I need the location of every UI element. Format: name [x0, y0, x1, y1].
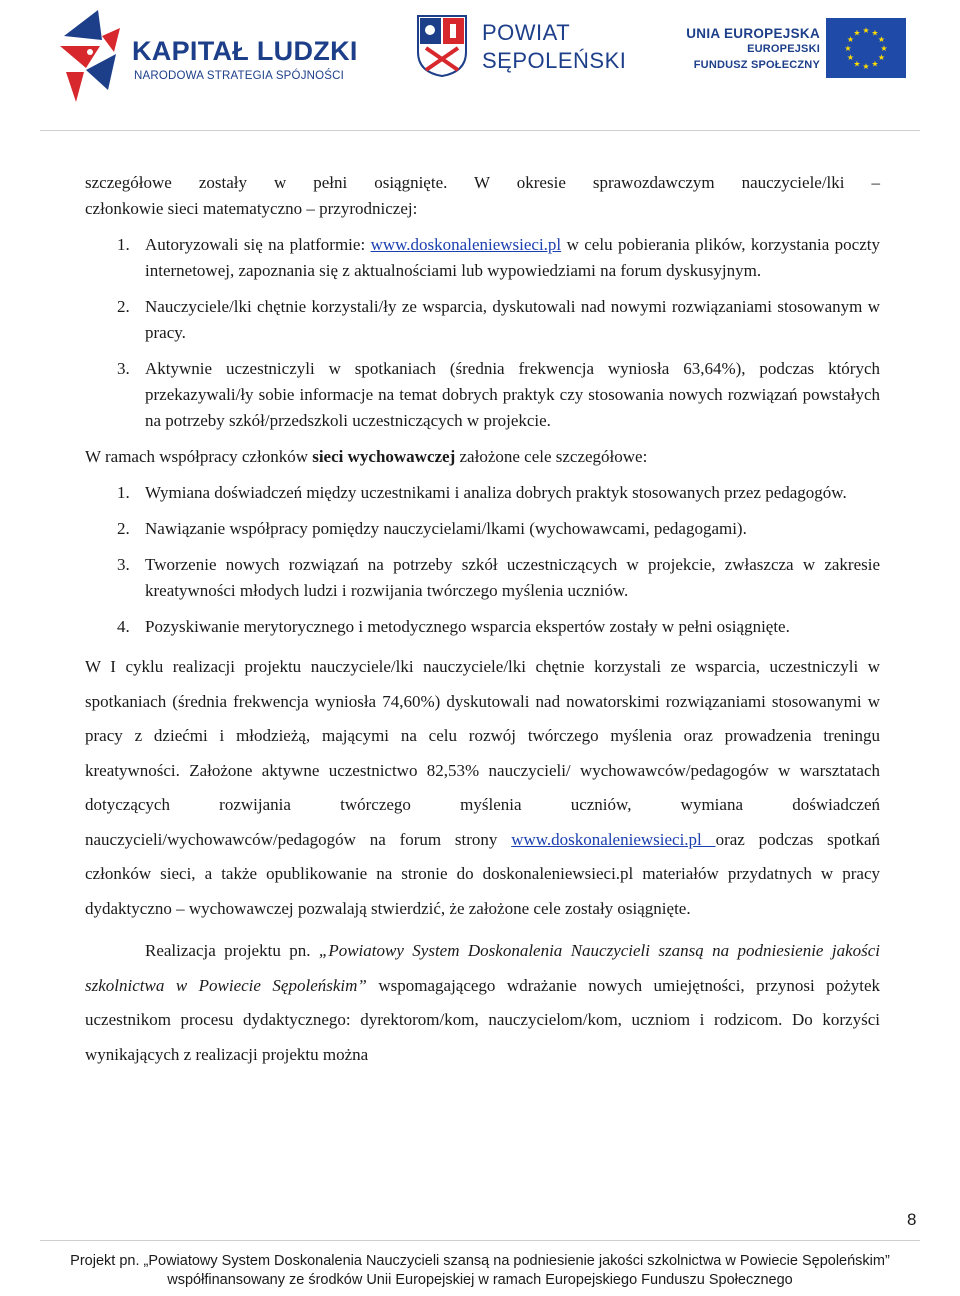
list-text: Pozyskiwanie merytorycznego i metodycznego wsparcia ekspertów zostały w pełni osiągnięte.	[145, 617, 790, 636]
eu-logo	[680, 18, 920, 88]
footer-line-1: Projekt pn. „Powiatowy System Doskonalenia Nauczycieli szansą na podniesienie jakości szkolnictwa w Powiecie Sępoleńskim”	[70, 1253, 890, 1269]
footer-divider	[40, 1240, 920, 1241]
list-item	[85, 516, 880, 542]
svg-text:★: ★	[846, 53, 855, 62]
sieci-bold: sieci wychowawczej	[312, 447, 456, 466]
realizacja-text-after: wspomagającego wdrażanie nowych umiejętności, przynosi pożytek uczestnikom procesu dydaktycznego: dyrektorom/kom, nauczycielom/kom, uczniom i rodzicom. Do korzyści wynikających z realizacji projektu można	[85, 975, 880, 1064]
intro-line-1: szczegółowe zostały w pełni osiągnięte. W okresie sprawozdawczym nauczyciele/lki –	[85, 173, 880, 192]
doskonalenie-link[interactable]: www.doskonaleniewsieci.pl	[370, 235, 562, 254]
list-number: 3.	[117, 359, 130, 378]
list-text: Wymiana doświadczeń między uczestnikami i analiza dobrych praktyk stosowanych przez pedagogów.	[145, 483, 847, 502]
project-title-italic: „Powiatowy System Doskonalenia Nauczycieli szansą na podniesienie jakości szkolnictwa w Powiecie Sępoleńskim”	[85, 941, 881, 995]
eu-line2: EUROPEJSKI	[747, 43, 820, 55]
eu-line1: UNIA EUROPEJSKA	[686, 26, 820, 41]
page-footer	[0, 1252, 960, 1290]
kapital-ludzki-subtitle: NARODOWA STRATEGIA SPÓJNOŚCI	[134, 70, 345, 82]
kapital-ludzki-star-icon	[56, 6, 126, 104]
svg-text:★: ★	[877, 53, 886, 62]
list-item	[85, 480, 880, 506]
eu-logo-text	[680, 26, 820, 73]
page-number: 8	[907, 1210, 917, 1229]
list-item	[85, 356, 880, 434]
svg-text:★: ★	[871, 28, 879, 38]
list-text: Nawiązanie współpracy pomiędzy nauczycielami/lkami (wychowawcami, pedagogami).	[145, 519, 747, 538]
list-text: Aktywnie uczestniczyli w spotkaniach (średnia frekwencja wyniosła 63,64%), podczas których przekazywali/ły sobie informacje na temat dobrych praktyk czy stosowania nowych rozwiązań powstałych na potrzeby szkół/przedszkoli uczestniczących w projekcie.	[145, 359, 880, 430]
list-number: 1.	[117, 235, 130, 254]
svg-text:★: ★	[862, 62, 870, 71]
svg-text:★: ★	[853, 59, 861, 69]
svg-text:★: ★	[871, 59, 879, 69]
sieci-text-after: założone cele szczegółowe:	[455, 447, 648, 466]
page-header	[0, 0, 960, 135]
list-item	[85, 232, 880, 284]
powiat-crest-icon	[416, 14, 468, 78]
eu-flag-icon	[826, 18, 906, 78]
list-text: Tworzenie nowych rozwiązań na potrzeby szkół uczestniczących w projekcie, zwłaszcza w zakresie kreatywności młodych ludzi i rozwijania twórczego myślenia uczniów.	[145, 555, 880, 600]
page-content	[85, 170, 880, 1072]
cycle-paragraph	[85, 650, 880, 926]
powiat-logo	[416, 14, 627, 84]
realizacja-text-before: Realizacja projektu pn.	[145, 941, 319, 960]
svg-text:★: ★	[862, 26, 870, 35]
list-item	[85, 614, 880, 640]
list-text-after-link: w celu pobierania plików, korzystania poczty internetowej, zapoznania się z aktualnościami lub wypowiedziami na forum dyskusyjnym.	[145, 235, 880, 280]
realizacja-paragraph	[85, 934, 880, 1072]
list-number: 2.	[117, 519, 130, 538]
svg-text:★: ★	[877, 35, 886, 44]
sieci-heading	[85, 444, 880, 470]
sieci-text-before: W ramach współpracy członków	[85, 447, 313, 466]
cycle-text-before: W I cyklu realizacji projektu nauczyciele/lki nauczyciele/lki chętnie korzystali ze wsparcia, uczestniczyli w spotkaniach (średnia frekwencja wyniosła 74,60%) dyskutowali nad nowatorskimi rozwiązaniami stosowanymi w pracy z dziećmi i młodzieżą, mającymi na celu rozwój twórczego myślenia oraz prowadzenia treningu kreatywności. Założone aktywne uczestnictwo 82,53% nauczycieli/ wychowawców/pedagogów w warsztatach dotyczących rozwijania twórczego myślenia uczniów, wymiana doświadczeń nauczycieli/wychowawców/pedagogów na forum strony	[85, 657, 880, 849]
eu-line3: FUNDUSZ SPOŁECZNY	[693, 59, 820, 71]
kapital-ludzki-title: KAPITAŁ LUDZKI	[132, 36, 358, 66]
list-number: 3.	[117, 555, 130, 574]
footer-line-2: współfinansowany ze środków Unii Europejskiej w ramach Europejskiego Funduszu Społecznego	[167, 1272, 793, 1288]
math-network-list	[85, 232, 880, 434]
powiat-name-line2: SĘPOLEŃSKI	[482, 48, 627, 73]
cycle-text-after: oraz podczas spotkań członków sieci, a także opublikowanie na stronie do doskonaleniewsieci.pl materiałów przydatnych w pracy dydaktyczno – wychowawczej pozwalają stwierdzić, że założone cele zostały osiągnięte.	[85, 829, 881, 918]
list-number: 2.	[117, 297, 130, 316]
header-divider	[40, 130, 920, 131]
doskonalenie-link[interactable]: www.doskonaleniewsieci.pl	[511, 829, 716, 849]
list-number: 1.	[117, 483, 130, 502]
list-text: Nauczyciele/lki chętnie korzystali/ły ze wsparcia, dyskutowali nad nowymi rozwiązaniami stosowanym w pracy.	[145, 297, 880, 342]
svg-text:★: ★	[880, 44, 888, 53]
list-text-before-link: Autoryzowali się na platformie:	[145, 235, 371, 254]
powiat-name-line1: POWIAT	[482, 20, 571, 45]
svg-text:★: ★	[853, 28, 861, 38]
intro-line-2: członkowie sieci matematyczno – przyrodniczej:	[85, 199, 418, 218]
educational-network-list	[85, 480, 880, 640]
svg-text:★: ★	[846, 35, 855, 44]
svg-text:★: ★	[844, 44, 852, 53]
kapital-ludzki-logo	[56, 6, 356, 106]
list-number: 4.	[117, 617, 130, 636]
list-item	[85, 552, 880, 604]
list-item	[85, 294, 880, 346]
